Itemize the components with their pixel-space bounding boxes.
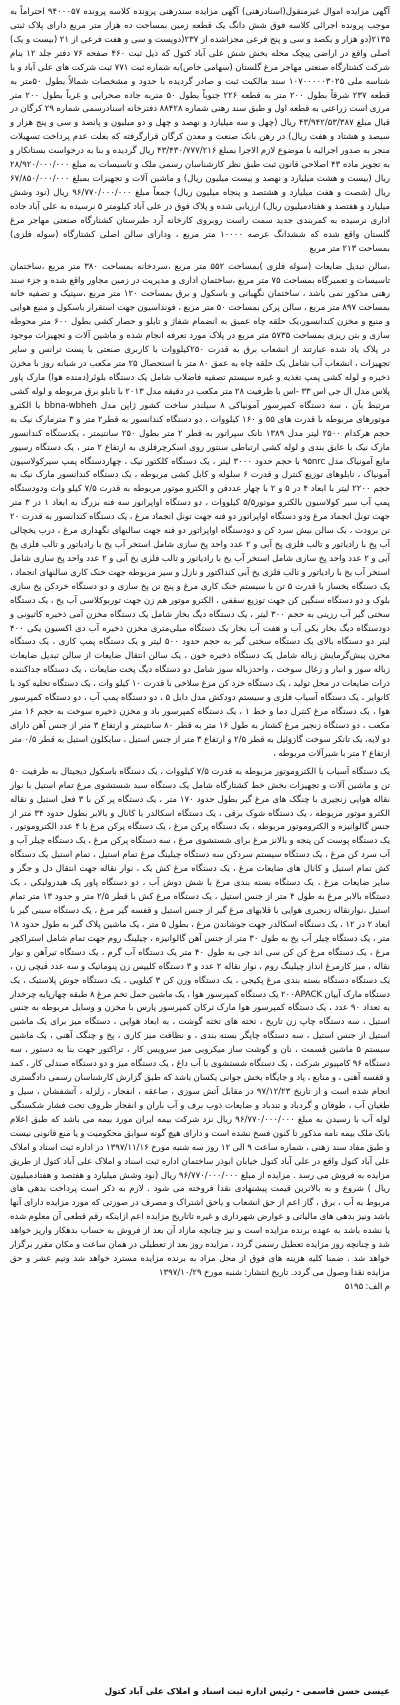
notice-paragraph-2: ،سالن تبدیل ضایعات (سوله فلزی )بمساحت ۵۵۲ متر مربع ،سردخانه بمساحت ۳۸۰ متر مربع ،ساختمان تاسیسات و تعمیرگاه بمساحت ۷۵ متر مربع ،ساختمان اداری و مدیریت در زمین مجاور واقع شده و جزء سند رهنی مذکور نمی باشد ، ساختمان نگهبانی و باسکول و برق بمساحت ۱۲۰ متر مربع ،سپتیک و تصفیه خانه بمساحت ۸۹۷ متر مربع ، سالن پرکن بمساحت ۵۰ متر مربع ، فونداسیون جهت استقرار باسکول و منبع هوایی و منبع و مخزن کندانسور،یک حلقه چاه عمیق به انضمام شفاژ و تابلو و حصار کشی بطول ۶۰۰ متر محوطه سازی و بتن ریزی بمساحت ۵۷۳۵ متر مربع در پلاک مورد تعرفه انجام شده و ماشین آلات و تجهیزات موجود در پلاک یاد شده عبارتند از انشعاب برق به قدرت ۲۵۰کیلووات با کاربری صنعتی با پست ترانس و سایر تجهیزات ، انشعاب آب شامل یک حلقه چاه به عمق ۸۰ متر با استحصال ۲۵ متر مکعب در شبانه روز با مخزن ذخیره و لوله کشی پمپ تغذیه و غیره سیستم تصفیه فاضلاب شامل یک دستگاه بلوئر(دمنده هوا) مارک پاور پلاس مدل ال جی اس ۳۳ -اس با ظرفیت ۲۸ متر مکعب در دقیقه مدل ۲۰۱۳ با تابلو برق مربوطه و لوله کشی مرتبط بآن ، سه دستگاه کمپرسور آمونیاکی ۸ سیلندر ساخت کشور ژاپن مدل bbna-wbheh با الکترو موتورهای مربوطه با قدرت های ۵۵ و ۱۶۰ کیلووات ، دو دستگاه کندانسور به قطر۲ متر و ۳ مترمارک نیک به حجم هرکدام ۲۵۰۰ لیتر مدل ۱۳۸۹ تانک سپراتور به قطر ۲ متر بطول ۲۵۰ سانتیمتر ، یکدستگاه کندانسور مارک نیک با عایق بندی و لوله کشی ارتباطی سنتور روی اسکرچرفلزی به ارتفاع ۲ متر ، یک دستگاه رسیور مایع آمونیاک مدل ۹۵nrc با حجم حدود ۳۰۰۰ لیتر ، یک دستگاه کلکتور نیک ، چهاردستگاه پمپ سیرکولاسیون آمونیاک ، تابلوهای توزیع کنترل و قدرت ۶ سلوله و کابل کشی مربوطه ، یک دستگاه کندانسور مارک نیک به حجم ۲۲۰۰ لیتر با ابعاد ۴ در ۵ و ۲ با چهار عددفن و الکترو موتور مربوطه به قدرت ۷/۵ کیلو وات ودودستگاه پمپ آب سیر کولاسیون بالکترو موتور۵/۵ کیلووات ، دو دستگاه اواپراتور سه فنه بزرگ به ابعاد ۱ در ۳ متر جهت تونل انجماد مرغ ودو دستگاه اواپراتور دو فنه جهت تونل انجماد مرغ ، یک دستگاه کندانسور به قدرت ۲۰ تن برودت ، یک سالن بیش سرد کن و دودستگاه اواپراتور دو فنه جهت سالنهای نگهداری مرغ ، درب یخچالی آب پخ با رادیاتور و تالب فلزی پخ آبی و ۲ عدد واحد پخ سازی شامل استخر آب یخ با رادیاتور و تالب فلزی پخ آبی و ۲ عدد واحد پخ سازی شامل استخر آب یخ با رادیاتور و تالب فلزی یخ آبی و ۲ عدد واحد پخ سازی شامل استخر آب یخ با رادیاتور و تالب فلزی یخ آبی کنداکتور و نازل و سیر مربوطه جهت خنک کاری سالنهای انجماد ، یک دستگاه یخساز با قدرت ۵ تن با سیستم خنک کاری مرغ و پنج تن پخ سازی و دو دستگاه خردکن پخ سازی بلوک و دو دستگاه سنگین کن جهت توزیع سقفی ، الکترو موتور هم زن جهت توربوکلاسی آب یخ ، یک دستگاه سختی گیر آب رزینی به حجم ۳۰۰ لیتر ، یک دستگاه دیگ بخار شامل یک دستگاه مخزن آمی ذخیره کاتیونی و دودستگاه دیگ بخار یکی آب و هفت آب بخار یک دستگاه میلی‌متری مخزن ذخیره آب دی اکسیون یکی ۴۰۰ لیتر دو دستگاه بالای یک دستگاه سختی گیر به حجم حدود ۵۰۰ لیتر و یک دستگاه پمپ کاری ، یک دستگاه مخزن پیش‌گرمایش زباله شامل یک دستگاه ذخیره خون ، یک سالن انتقال ضایعات از سالن تبدیل ضایعات زباله سوز و انبار و زغال سوخت ، واحدزباله سوز شامل دو دستگاه دیگ پخت ضایعات ، یک دستگاه جداکننده ذرات ضایعات در محل تولید ، یک دستگاه خرد کن مرغ سلاخی با قدرت ۱۰ کیلو وات ، یک دستگاه تخلیه کود با کانوایر ، یک دستگاه آسیاب فلزی و سیستم دودکش مدل دابل ۵ ، دو دستگاه پمپ آب ، دو دستگاه کمپرسور هوا ، یک دستگاه مرغ کنترل دما و خط ۱ ، یک دستگاه کمپرسور باد و مخزن ذخیره سوخت به حجم ۱۶ متر مکعب ، دو دستگاه زنجیر مرغ کشتار به طول ۱۶ متر به قطر ۸۰ سانتیمتر و ارتفاع ۳ متر از جنس آهن دارای دو لایه، یک تانکر سوخت گازوئیل به قطر ۲/۵ و ارتفاع ۳ متر از جنس استیل ، سایکلون استیل به قطر ۰/۵ متر ارتفاع ۲ متر با شیرآلات مربوطه ، [10, 261, 391, 759]
notice-paragraph-1: آگهی مزایده اموال غیرمنقول(اسناد‌رهنی) آگهی مزایده سند‌رهنی پرونده کلاسه پرونده ۹۴۰۰۰۵۷ احتراماً به موجب پرونده اجرائی کلاسه فوق شش دانگ یک قطعه زمین بمساحت ده هزار متر مربع دارای پلاک ثبتی ۲۱۳۵(دو هزار و یکصد و سی و پنج فرعی مجزاشده از ۲۳۷(دویست و سی و هفت فرعی از ۲۱ (بیست و یک) اصلی واقع در اراضی پیچک محله بخش شش علی آباد کتول که ذیل ثبت ۴۶۰ صفحه ۷۶ دفتر جلد ۱۲ بنام شرکت کشتارگاه صنعتی مهاجر مرغ گلستان (سهامی خاص)به شماره ثبت ۷۷۱ ثبت شرکت های علی آباد و با شناسه ملی ۱۰۷۰۰۰۰۰۳۰۲۵ سند مالکیت ثبت و صادر گردیده با حدود و مشخصات شمالاً بطول ۵۰متر به قطعه ۲۳۷ شرقاً بطول ۲۰۰ متر به قطعه ۲۲۶ جنوباً بطول ۵۰ متربه جاده صحرایی و غرباً بطول ۲۰۰ متر مرزی است زراعتی به قطعه اول و طبق سند رهنی شماره ۸۸۴۲۸ دفترخانه اسناد‌رسمی شماره ۲۹ کرگان در قبال مبلغ ۴۳/۹۴۲/۵۳/۳۸۷ ریال (چهل و سه میلیارد و نهصد و چهل و دو میلیون و پانصد و سی و پنج هزار و سیصد و هشتاد و هفت ریال) در رهن بانک صنعت و معدن کرگان قرارگرفته که بعلت عدم پرداخت تسهیلات منجر به صدور اجرائیه با موضوع لازم الاجرا بمبلغ ۴۳/۴۳۰/۷۷۷/۲۱۶ ریال گردیده و بنا به درخواست بستانکار و به تجویز ماده ۴۳ اصلاحی قانون ثبت طبق نظر کارشناسان رسمی ملک و تاسیسات به مبلغ ۲۸/۹۲۰/۰۰۰/۰۰۰ ریال (بیست و هشت میلیارد و نهصد و بیست میلیون ریال) و ماشین آلات و تجهیزات بمبلغ ۶۷/۸۵۰/۰۰۰/۰۰۰ ریال (شصت و هفت میلیارد و هشتصد و پنجاه میلیون ریال) جمعاً مبلغ ۹۶/۷۷۰/۰۰۰/۰۰۰ ریال (نود وشش میلیارد و هفتصد و هفتاد‌میلیون ریال) ارزیابی شده و پلاک فوق در علی آباد کیلومتر ۵ نرسیده به علی آباد جاده اداری نرسیده به کمربندی جدید سمت راست روبروی کارخانه آرد طبرستان کشتارگاه صنعتی مهاجر مرغ گلستان واقع شده که ششدانگ عرصه ۱۰۰۰۰ متر مربع ، ودارای سالن اصلی کشتارگاه (سوله فلزی) بمساحت ۲۱۳ متر مربع [10, 7, 391, 254]
notice-signature: عیسی حسن قاسمی - رئیس اداره ثبت اسناد و املاک علی آباد کتول [104, 1687, 390, 1697]
notice-reference-number: م الف: ۵۱۹۵ [344, 1281, 390, 1292]
notice-paragraph-3: یک دستگاه آسیاب با الکتروموتور مربوطه به قدرت ۷/۵ کیلووات ، یک دستگاه باسکول دیجیتال به ظرفیت ۵۰ تن و ماشین آلات و تجهیزات بخش خط کشتارگاه شامل یک دستگاه سبد شستشوی مرغ تمام استیل با نوار نقاله هوایی زنجیری با چنگک های مرغ گیر بطول حدود ۱۷۰ متر ، یک دستگاه پر کن با ۳ فعل استیل و نقاله الکترو موتور مربوطه ، یک دستگاه شوک برقی ، یک دستگاه اسکالدر با کانال و بالابر بطول حدود ۳۴ متر از جنس گالوانیزه و الکتروموتور مربوطه ، یک دستگاه پرکن مرغ ، یک دستگاه پرکن مرغ با ۴ عدد الکتروموتور ، یک دستگاه پوست کن پنجه و بالانز مرغ برای شستشوی مرغ ، سه دستگاه پرکن مرغ ، یک دستگاه چیلر آب و آب سرد کن مرغ ، یک دستگاه سیستم سردکن سه دستگاه چیلینگ مرغ تمام استیل ، تمام استیل یک دستگاه کش تمام استیل و کانال های ضایعات مرغ ، یک دستگاه مرغ کش یک ، نوار نقاله جهت انتقال دل و جگر و سایر ضایعات مرغ ، یک دستگاه بسته بندی مرغ با شش دوش آب ، دو دستگاه پاور پک هیدرولیکی ، یک دستگاه بالابر مرغ به طول ۴ متر از جنس استیل ، یک دستگاه مرغ کش با قطر ۲/۵ متر و حدود ۱۳ متر تمام استیل ،نوارنقاله زنجیری هوایی با قلابهای مرغ گیر از جنس استیل و قفسه گیر مرغ ، یک دستگاه سینی گیر با ابعاد ۲ در ۱۲ ، یک دستگاه اسکالدر جهت جوشاندن مرغ ، بطول ۵ متر ، یک ماشین پلاک گیر به طول حدود ۱۸ متر ، یک دستگاه چیلر آب یخ به طول ۳۰ متر از جنس آهن گالوانیزه ، چیلینگ روم جهت تمام شامل استراکچر مرغ ، یک دستگاه مرغ کن کن سی اند جی به طول ۴۰ متر یک دستگاه آب گرم ، یک دستگاه تیرآهن و نوار نقاله ، میز کارمرغ انداز چیلینگ روم ، نوار نقاله ۲ عدد و ۳ دستگاه کلیپس زن پنوماتیک و سه عدد قیچی زن ، یک دستگاه دستگاه بسته بندی مرغ پکیجی ، یک دستگاه وزن کن ۳ کیلویی ، یک دستگاه جوش پلاستیک ، یک دستگاه مارک آیپان ۲۰۰APACK یک دستگاه کمپرسور هوا ، یک ماشین حمل تخم مرغ ۸ طبقه چهارپایه چرخدار به تعداد ۹۰ عدد ، یک دستگاه کمپرسور هوا مارک ترکان کمپرسور پارس با مخزن و وسایل مربوطه به جنس استیل ، سه دستگاه چاپ زن تاریخ ، تخته های تخته گوشت ، به ابعاد هوایی ، دستگاه میز برای یک ماشین استیل از جنس استیل ، سه دستگاه چاپگر بسته بندی ، و نظافت میز کاری ، پخ و چنگک آهنی ، یک ماشین سیستم ۵ ماشین قسمت ، نان و گوشت ساز میکروبی میز سرویس کار ، تراکتور جهت بنا به دستور ، سه دستگاه ۹۶ کامپیوتر شرکت ، یک دستگاه شستشوی با آب داغ ، یک دستگاه میز و دو دستگاه صندلی کار ، کمد و قفسه آهنی ، و منابع ، پاد و جایگاه بخش جوانی یکسان باشد که طبق گزارش کارشناسان رسمی دادگستری انجام شده است و از تاریخ ۹۷/۱۲/۲۳ در مقابل آتش سوزی ، صاعقه ، انفجار ، زلزله ، آتشفشان ، سیل و طغیان آب ، طوفان و گردباد و تندباد و ضایعات ذوب برف و آب باران و انفجار ظروف تحت فشار شکستگی لوله آب با رسیدن به مبلغ ۹۶/۷۷۰/۰۰۰/۰۰۰ ریال نزد شرکت بیمه ایران مورد بیمه می باشد که طبق اعلام بانک ملک بیمه نامه مذکور تا کنون فسخ نشده است و دارای هیچ گونه سوابق محکومیت و یا منع قانونی نیست و طبق مفاد سند رهنی ، شماره ساعت ۹ الی ۱۲ روز سه شنبه مورخ ۱۳۹۷/۱۱/۱۶ در اداره ثبت اسناد و املاک علی آباد کتول واقع در علی آباد کتول خیابان ابوذر ساختمان اداره ثبت اسناد و املاک علی آباد کتول از طریق مزایده به فروش می رسد . مزایده از مبلغ ۹۶/۷۷۰/۰۰۰/۰۰۰ ریال (نود وشش میلیارد و هفتصد و هفتاد‌میلیون ریال ) شروع و به بالاترین قیمت پیشنهادی نقدا فروخته می شود . لازم به ذکر است پرداخت بدهی های مربوط به آب ، برق ، گاز اعم از حق انشعاب و یاحق اشتراک و مصرف در صورتی که مورد مزایده دارای آنها باشد ونیز بدهی های مالیاتی و عوارض شهرداری و غیره تاتاریخ مزایده اعم ازاینکه رقم قطعی آن معلوم شده یا نشده باشد به عهده برنده مزایده است و نیز چنانچه مازاد آن بعد از فروش به حساب بدهکار واریز خواهد شد و چنانچه روز مزایده تعطیل رسمی گردد ، مزایده روز بعد از تعطیلی در همان ساعت و مکان مقرر برگزار خواهد شد . ضمنا کلیه هزینه های فوق از محل مزاد به برنده مزایده مسترد خواهد شد وتیم عشر و حق مزایده نقدا وصول می گردد. تاریخ انتشار: شنبه مورخ ۱۳۹۷/۱۰/۲۹ [10, 766, 391, 1278]
